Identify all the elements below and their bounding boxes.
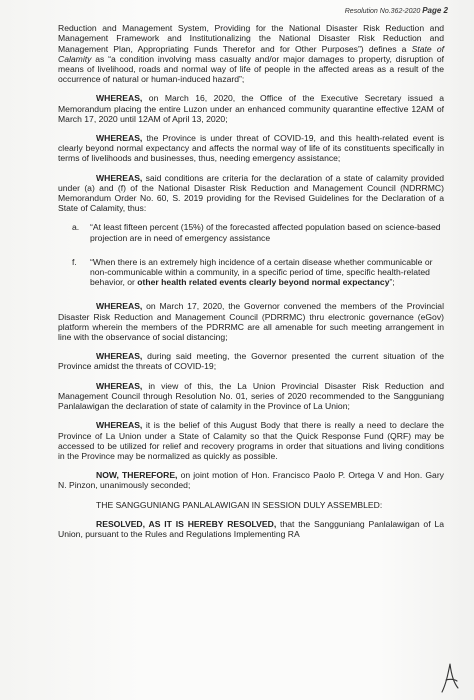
page-number: Page 2: [422, 6, 448, 15]
list-text-end: ”;: [389, 277, 395, 288]
whereas-text: on March 17, 2020, the Governor convened the members of the Provincial Disaster Risk Reduction and Management Council (PDRRMC) thru electronic governance (eGov) platform wherein the members of the PDRRMC are all amenable for such meeting arrangement in line with the observance of social distancing;: [58, 301, 444, 343]
list-text-main: “When there is an extremely high incidence of a certain disease whether communicable or non-communicable within a community, in a specific period of time, specific health-related behavior, or: [90, 256, 433, 288]
criteria-item-f: [72, 257, 444, 288]
list-text-bold: other health related events clearly beyond normal expectancy: [137, 277, 390, 288]
whereas-belief: [58, 420, 444, 461]
assembly-statement: [58, 500, 444, 510]
whereas-lead: WHEREAS,: [96, 133, 143, 144]
whereas-lead: WHEREAS,: [96, 420, 143, 431]
resolved-lead: RESOLVED, AS IT IS HEREBY RESOLVED,: [96, 518, 277, 529]
list-text: “At least fifteen percent (15%) of the forecasted affected population based on science-based projection are in need of emergency assistance: [90, 222, 441, 243]
definition-text-b: as “a condition involving mass casualty and/or major damages to property, disruption of means of livelihood, roads and normal way of life of people in the affected areas as a result of the occurrence of natural or human-induced hazard”;: [58, 53, 444, 85]
whereas-pdrrmc: [58, 301, 444, 342]
whereas-text: the Province is under threat of COVID-19, and this health-related event is clearly beyond normal expectancy and affects the normal way of life of its constituents specifically in terms of livelihoods and businesses, thus, needing emergency assistance;: [58, 133, 444, 164]
paragraph-definition: [58, 23, 444, 84]
resolved-text: that the Sangguniang Panlalawigan of La Union, pursuant to the Rules and Regulations Implementing RA: [58, 518, 444, 539]
page-header: [58, 6, 448, 17]
initials-signature: [438, 662, 462, 694]
list-marker: f.: [72, 256, 77, 267]
whereas-ecq: [58, 93, 444, 124]
definition-text-a: Reduction and Management System, Providing for the National Disaster Risk Reduction and Management Framework and Institutionalizing the National Disaster Risk Reduction and Management Plan, Appropriating Funds Therefor and for Other Purposes”) defines a: [58, 23, 444, 54]
resolved-clause: [58, 519, 444, 539]
whereas-text: said conditions are criteria for the declaration of a state of calamity provided under (a) and (f) of the National Disaster Risk Reduction and Management Council (NDRRMC) Memorandum Order No. 60, S. 2019 providing for the Revised Guidelines for the Declaration of a State of Calamity, thus:: [58, 172, 444, 214]
whereas-criteria: [58, 173, 444, 214]
whereas-text: it is the belief of this August Body that there is really a need to declare the Province of La Union under a State of Calamity so that the Quick Response Fund (QRF) may be accessed to be utilized for relief and recovery programs in order that situations and living conditions in the Province may be normalized as quickly as possible.: [58, 420, 444, 461]
now-therefore-lead: NOW, THEREFORE,: [96, 470, 178, 481]
whereas-lead: WHEREAS,: [96, 93, 143, 104]
whereas-text: during said meeting, the Governor presented the current situation of the Province amidst the threats of COVID-19;: [58, 351, 444, 372]
resolution-number: Resolution No.362-2020: [344, 8, 421, 15]
assembly-text: THE SANGGUNIANG PANLALAWIGAN IN SESSION DULY ASSEMBLED:: [96, 499, 383, 510]
list-text: [90, 257, 444, 288]
now-therefore: [58, 470, 444, 490]
criteria-item-a: [72, 222, 444, 242]
whereas-lead: WHEREAS,: [96, 351, 143, 362]
whereas-lead: WHEREAS,: [96, 172, 143, 183]
whereas-meeting: [58, 351, 444, 371]
whereas-text: in view of this, the La Union Provincial Disaster Risk Reduction and Management Council through Resolution No. 01, series of 2020 recommended to the Sangguniang Panlalawigan the declaration of state of calamity in the Province of La Union;: [58, 380, 444, 412]
whereas-threat: [58, 133, 444, 164]
whereas-lead: WHEREAS,: [96, 301, 143, 312]
definition-italic: State of Calamity: [58, 43, 444, 64]
whereas-lead: WHEREAS,: [96, 380, 143, 391]
list-marker: a.: [72, 222, 80, 233]
now-therefore-text: on joint motion of Hon. Francisco Paolo P. Ortega V and Hon. Gary N. Pinzon, unanimously seconded;: [58, 470, 444, 491]
whereas-recommendation: [58, 381, 444, 412]
whereas-text: on March 16, 2020, the Office of the Executive Secretary issued a Memorandum placing the entire Luzon under an enhanced community quarantine effective 12AM of March 17, 2020 until 12AM of April 13, 2020;: [58, 93, 444, 124]
